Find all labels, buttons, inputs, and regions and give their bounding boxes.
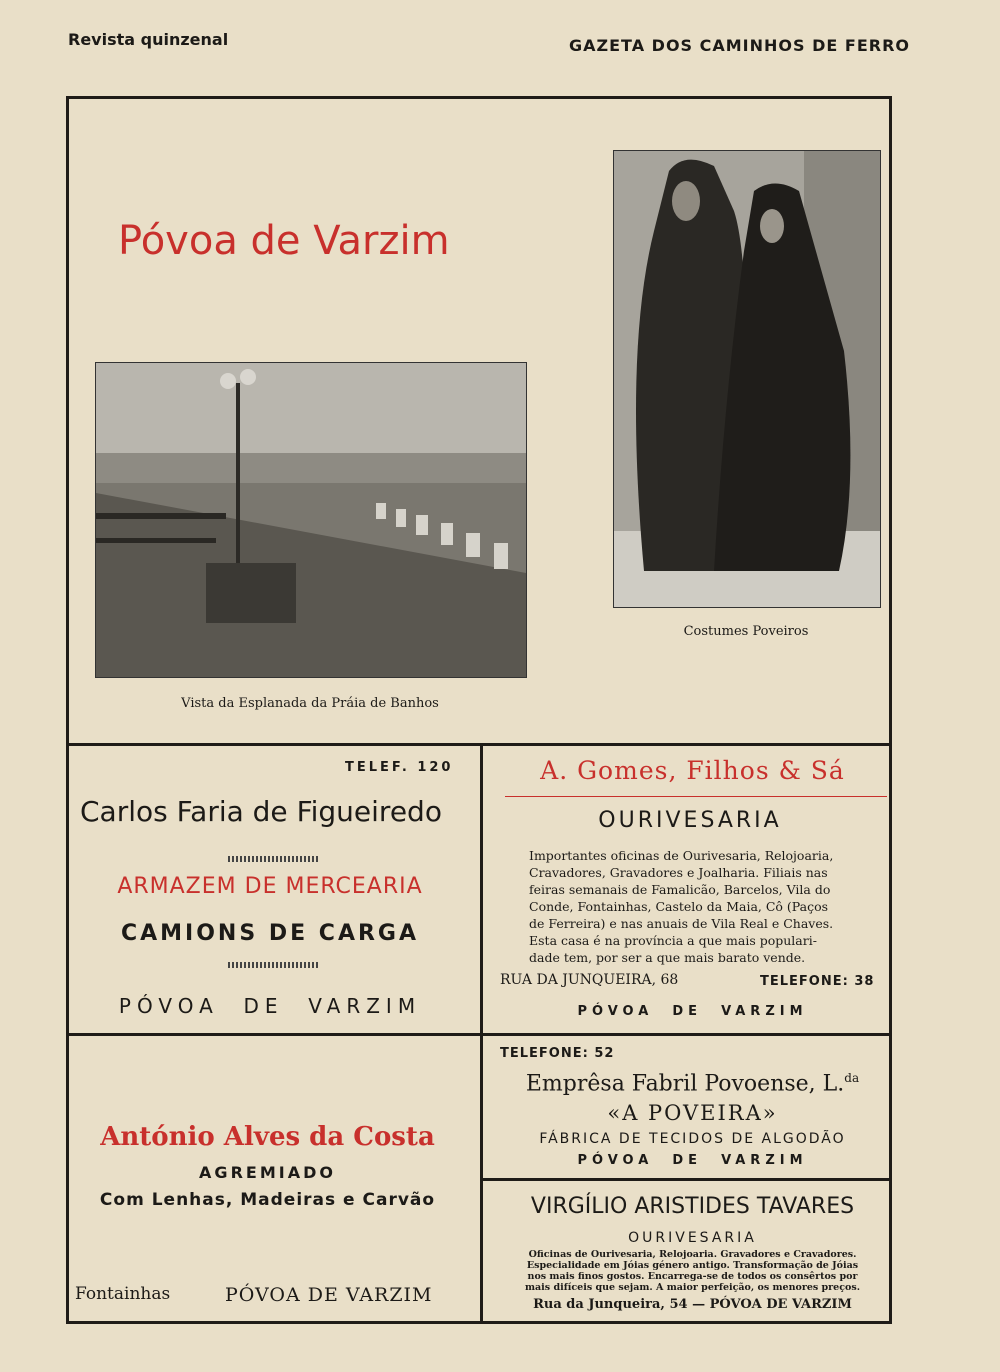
empresa-brand: «A POVEIRA» bbox=[607, 1101, 778, 1125]
carlos-name: Carlos Faria de Figueiredo bbox=[80, 795, 442, 828]
gomes-body-line: dade tem, por ser a que mais barato vende. bbox=[529, 950, 806, 965]
carlos-town: PÓVOA DE VARZIM bbox=[118, 994, 422, 1018]
photo-costumes bbox=[613, 150, 881, 608]
gomes-name: A. Gomes, Filhos & Sá bbox=[540, 756, 845, 785]
divider-right-lower bbox=[480, 1178, 892, 1181]
gomes-body-line: Esta casa é na província a que mais populari- bbox=[529, 933, 817, 948]
divider-middle bbox=[66, 1033, 892, 1036]
gomes-body-line: Importantes oficinas de Ourivesaria, Relojoaria, bbox=[529, 848, 834, 863]
antonio-town: PÓVOA DE VARZIM bbox=[225, 1284, 433, 1306]
empresa-trade: FÁBRICA DE TECIDOS DE ALGODÃO bbox=[539, 1131, 846, 1147]
feature-title: Póvoa de Varzim bbox=[118, 218, 450, 264]
gomes-body-line: de Ferreira) e nas anuais de Vila Real e Chaves. bbox=[529, 916, 834, 931]
photo-costumes-caption: Costumes Poveiros bbox=[683, 624, 809, 639]
gomes-phone: TELEFONE: 38 bbox=[760, 974, 875, 989]
gomes-body-line: Cravadores, Gravadores e Joalharia. Filiais nas bbox=[529, 865, 828, 880]
virgilio-body-line: Especialidade em Jóias género antigo. Transformação de Jóias bbox=[526, 1260, 859, 1271]
header-right: GAZETA DOS CAMINHOS DE FERRO bbox=[568, 36, 910, 55]
photo-esplanade-caption: Vista da Esplanada da Práia de Banhos bbox=[181, 696, 439, 711]
carlos-dotted-rule-1 bbox=[228, 856, 320, 862]
header-left: Revista quinzenal bbox=[68, 30, 229, 49]
antonio-place: Fontainhas bbox=[75, 1284, 171, 1304]
gomes-red-rule bbox=[505, 796, 887, 797]
esplanade-image bbox=[96, 363, 526, 677]
gomes-body-line: Conde, Fontainhas, Castelo da Maia, Cô (Paços bbox=[529, 899, 829, 914]
empresa-name-sup: da bbox=[844, 1071, 860, 1085]
virgilio-trade: OURIVESARIA bbox=[628, 1230, 757, 1246]
antonio-name: António Alves da Costa bbox=[100, 1122, 435, 1152]
carlos-line2: CAMIONS DE CARGA bbox=[120, 921, 419, 946]
gomes-trade: OURIVESARIA bbox=[598, 808, 782, 833]
antonio-line2: Com Lenhas, Madeiras e Carvão bbox=[99, 1190, 436, 1210]
gomes-body bbox=[529, 847, 879, 966]
divider-top bbox=[66, 743, 892, 746]
virgilio-body-line: nos mais finos gostos. Encarrega-se de todos os consêrtos por bbox=[527, 1271, 858, 1282]
empresa-phone: TELEFONE: 52 bbox=[500, 1046, 615, 1061]
empresa-name-wrap bbox=[490, 1071, 895, 1096]
virgilio-address: Rua da Junqueira, 54 — PÓVOA DE VARZIM bbox=[533, 1297, 852, 1312]
virgilio-name: VIRGÍLIO ARISTIDES TAVARES bbox=[530, 1194, 855, 1219]
gomes-town: PÓVOA DE VARZIM bbox=[577, 1004, 808, 1019]
carlos-telef: TELEF. 120 bbox=[345, 760, 454, 775]
virgilio-body-line: mais difíceis que sejam. A maior perfeição, os menores preços. bbox=[524, 1282, 861, 1293]
gomes-body-line: feiras semanais de Famalicão, Barcelos, Vila do bbox=[529, 882, 831, 897]
carlos-dotted-rule-2 bbox=[228, 962, 320, 968]
carlos-line1: ARMAZEM DE MERCEARIA bbox=[117, 874, 423, 899]
empresa-town: PÓVOA DE VARZIM bbox=[577, 1153, 808, 1168]
virgilio-body-line: Oficinas de Ourivesaria, Relojoaria. Gravadores e Cravadores. bbox=[528, 1249, 857, 1260]
costumes-image bbox=[614, 151, 880, 607]
empresa-name: Emprêsa Fabril Povoense, L. bbox=[525, 1071, 845, 1097]
antonio-line1: AGREMIADO bbox=[199, 1163, 336, 1182]
virgilio-body bbox=[490, 1249, 895, 1293]
photo-esplanade bbox=[95, 362, 527, 678]
gomes-address: RUA DA JUNQUEIRA, 68 bbox=[500, 972, 679, 988]
